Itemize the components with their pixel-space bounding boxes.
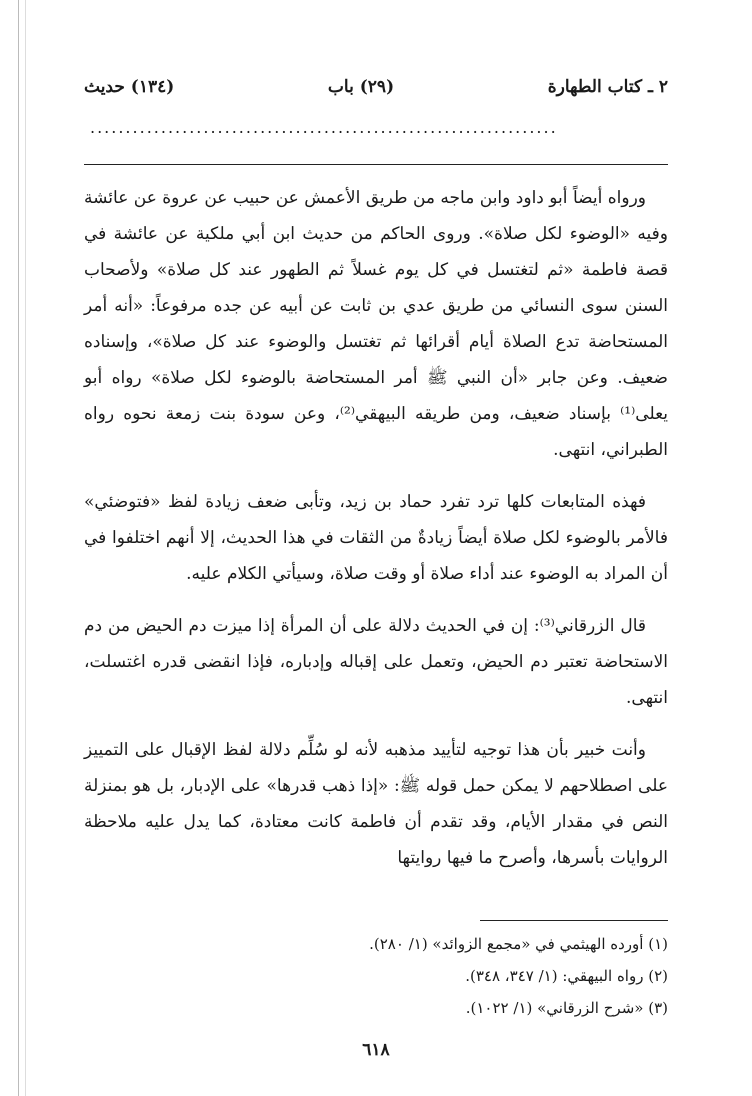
header-hadith-number: (١٣٤) حديث — [84, 77, 175, 97]
footnotes — [84, 928, 668, 1024]
main-text — [84, 180, 668, 892]
paragraph: وأنت خبير بأن هذا توجيه لتأييد مذهبه لأنه لو سُلِّم دلالة لفظ الإقبال على التمييز على اصطلاحهم لا يمكن حمل قوله ﷺ: «إذا ذهب قدرها» على الإدبار، بل هو بمنزلة النص في مقدار الأيام، وقد تقدم أن فاطمة كانت معتادة، كما يدل عليه ملاحظة الروايات بأسرها، وأصرح ما فيها روايتها — [84, 740, 668, 868]
dotted-separator: .................................................................. — [90, 118, 558, 137]
footnote-rule — [480, 920, 668, 921]
running-header — [84, 72, 668, 102]
page-number: ٦١٨ — [362, 1040, 390, 1060]
paragraph: ورواه أيضاً أبو داود وابن ماجه من طريق الأعمش عن حبيب عن عروة عن عائشة وفيه «الوضوء لكل صلاة». وروى الحاكم من حديث ابن أبي ملكية عن عائشة في قصة فاطمة «ثم لتغتسل في كل يوم غسلاً ثم الطهور عند كل صلاة» ولأصحاب السنن سوى النسائي من طريق عدي بن ثابت عن أبيه عن جده مرفوعاً: «أنه أمر المستحاضة تدع الصلاة أيام أقرائها ثم تغتسل والوضوء عند كل صلاة»، وإسناده ضعيف. وعن جابر «أن النبي ﷺ أمر المستحاضة بالوضوء لكل صلاة» رواه أبو يعلى⁽¹⁾ بإسناد ضعيف، ومن طريقه البيهقي⁽²⁾، وعن سودة بنت زمعة نحوه رواه الطبراني، انتهى. — [84, 188, 668, 460]
header-chapter: (٢٩) باب — [327, 77, 395, 97]
footnote: (١) أورده الهيثمي في «مجمع الزوائد» (١/ ٢٨٠). — [369, 935, 668, 953]
binding-margin-lines — [18, 0, 26, 1096]
footnote: (٢) رواه البيهقي: (١/ ٣٤٧، ٣٤٨). — [465, 967, 668, 985]
header-book-title: ٢ ـ كتاب الطهارة — [547, 77, 668, 97]
paragraph: فهذه المتابعات كلها ترد تفرد حماد بن زيد، وتأبى ضعف زيادة لفظ «فتوضئي» فالأمر بالوضوء لكل صلاة أيضاً زيادةٌ من الثقات في هذا الحديث، إلا أنهم اختلفوا في أن المراد به الوضوء عند أداء صلاة أو وقت صلاة، وسيأتي الكلام عليه. — [84, 492, 668, 584]
footnote: (٣) «شرح الزرقاني» (١/ ١٠٢٢). — [465, 999, 668, 1017]
header-rule — [84, 164, 668, 165]
paragraph: قال الزرقاني⁽³⁾: إن في الحديث دلالة على أن المرأة إذا ميزت دم الحيض من دم الاستحاضة تعتبر دم الحيض، وتعمل على إقباله وإدباره، فإذا انقضى قدره اغتسلت، انتهى. — [84, 616, 668, 708]
